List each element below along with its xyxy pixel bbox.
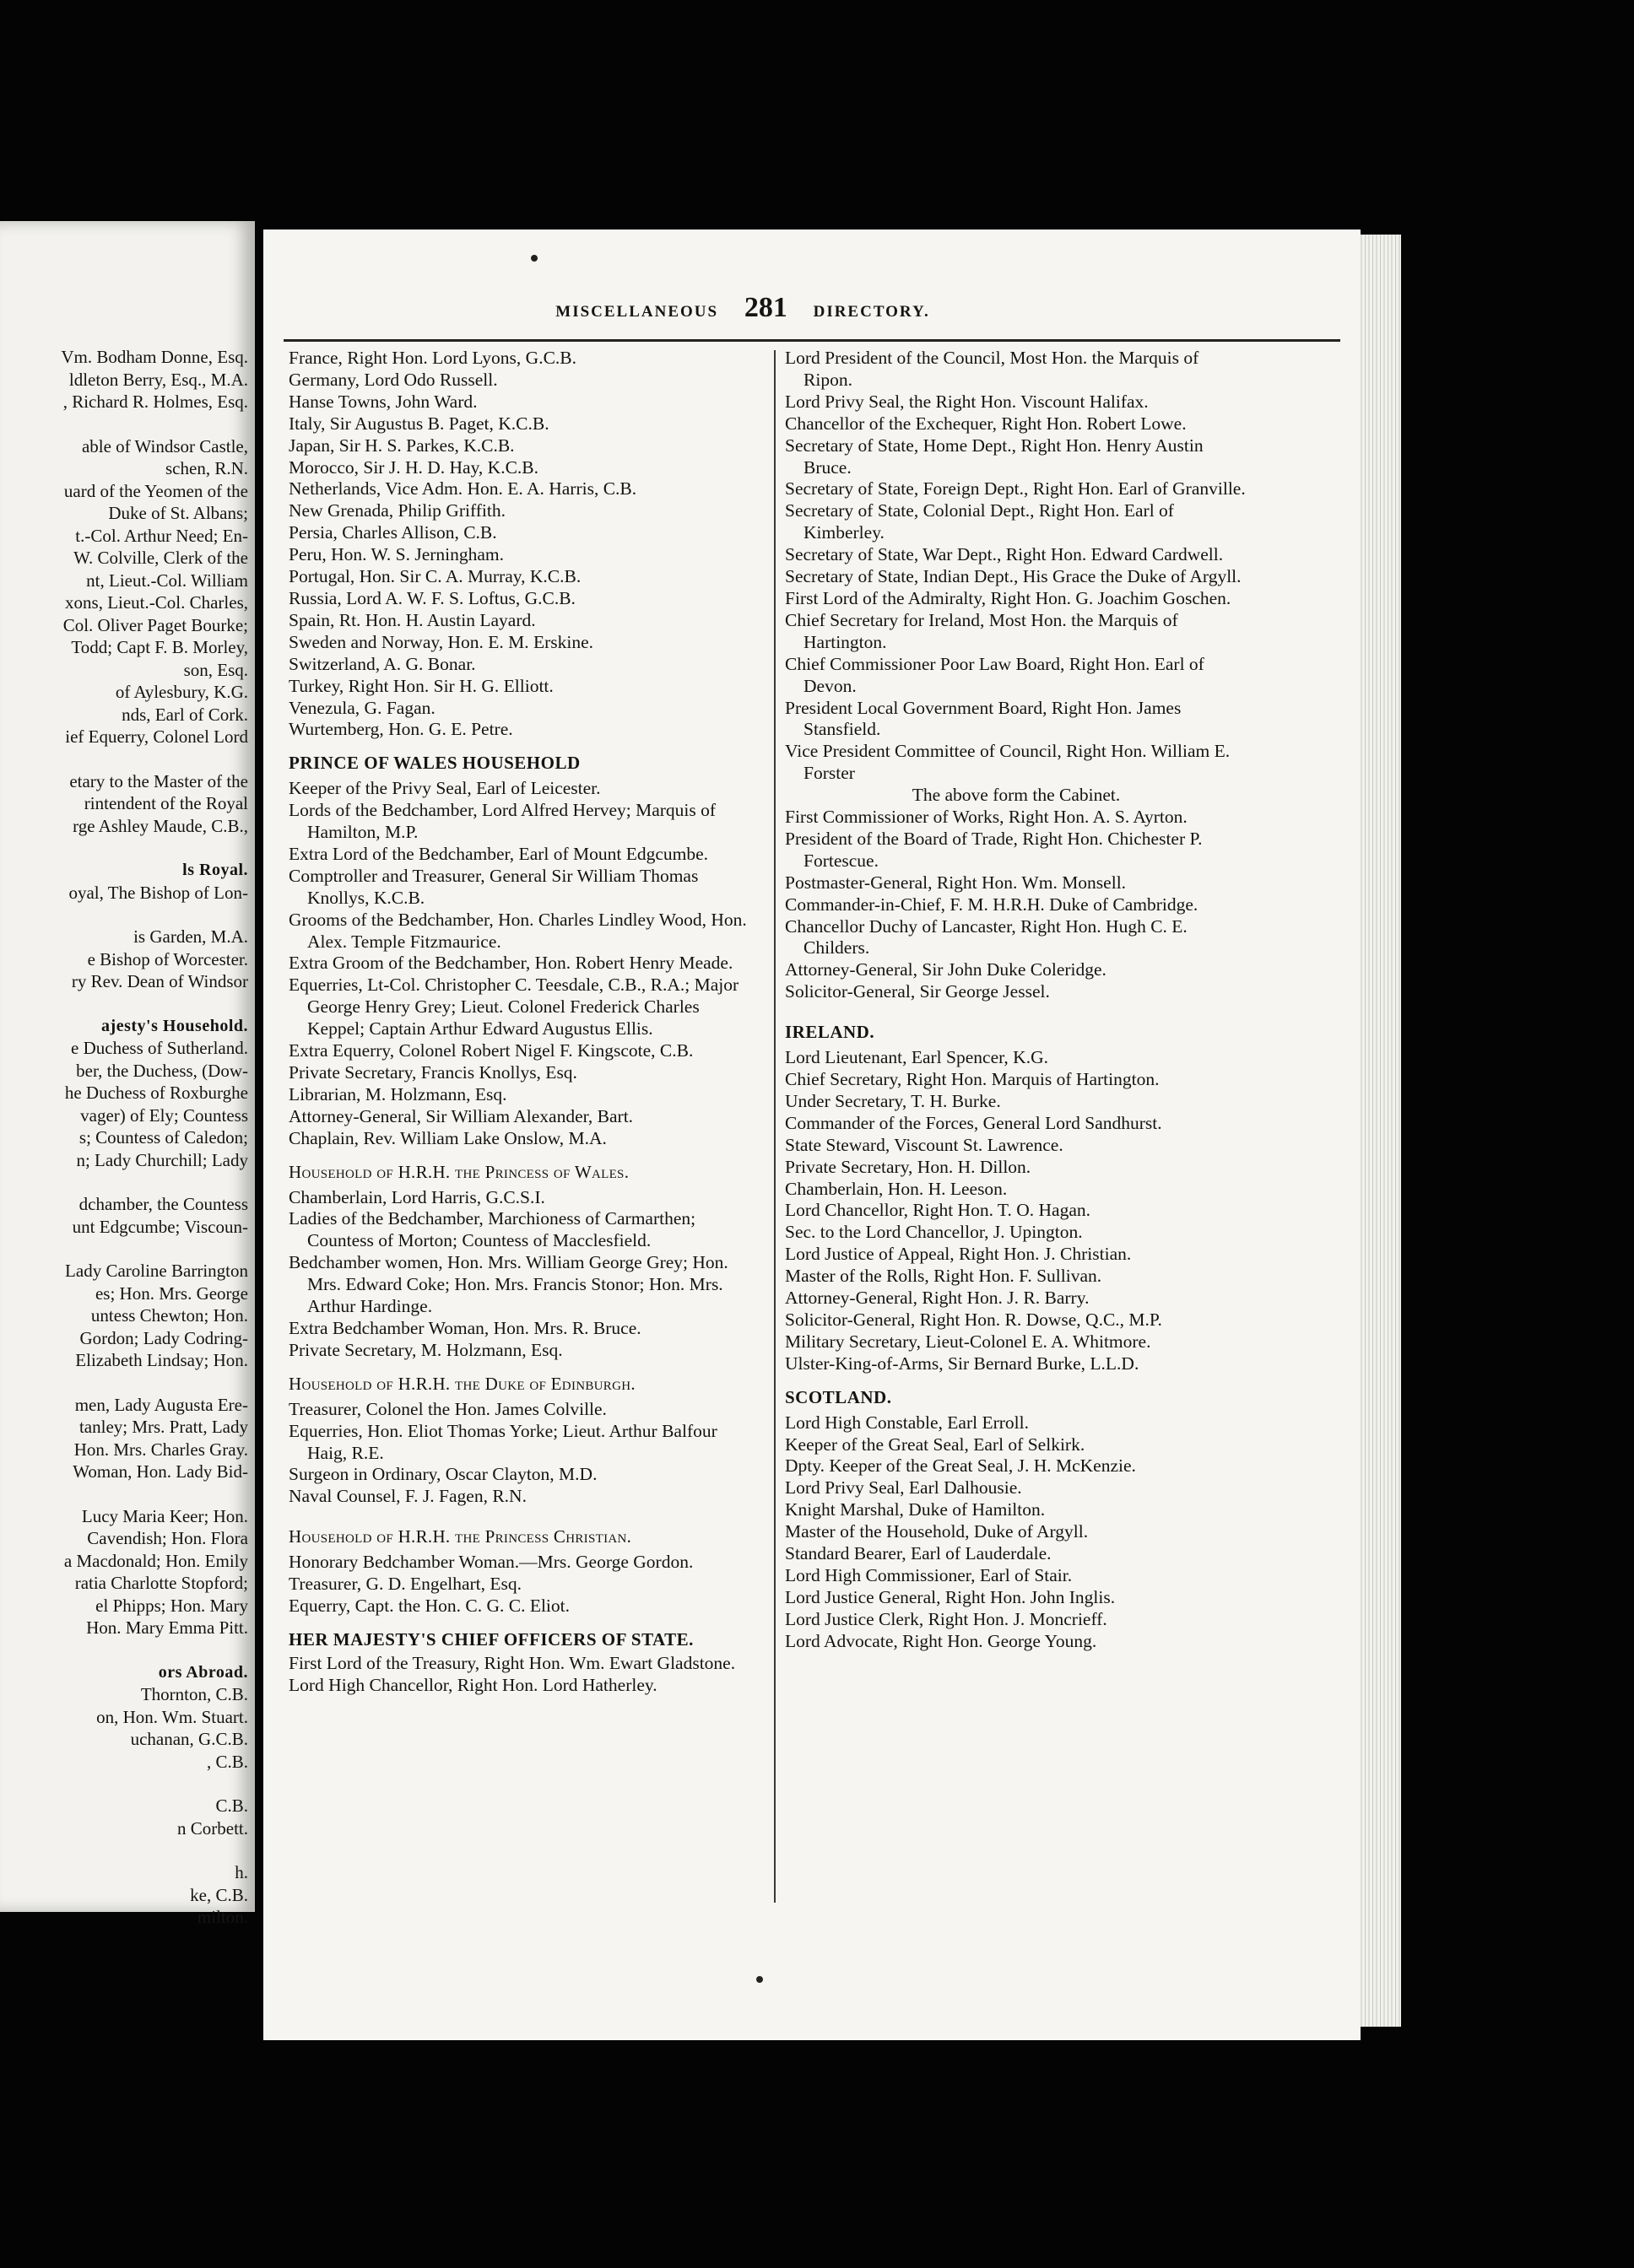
left-page-line: Cavendish; Hon. Flora [87,1528,248,1548]
directory-entry: Under Secretary, T. H. Burke. [785,1090,1001,1111]
directory-entry: Attorney-General, Right Hon. J. R. Barry. [785,1288,1090,1309]
directory-entry: Vice President Committee of Council, Right Hon. William E. Forster [785,741,1231,784]
directory-entry: Honorary Bedchamber Woman.—Mrs. George Gordon. [289,1552,694,1573]
directory-entry: Solicitor-General, Right Hon. R. Dowse, Q.C., M.P. [785,1309,1162,1330]
cabinet-note: The above form the Cabinet. [912,785,1121,806]
left-page-line: W. Colville, Clerk of the [73,548,248,568]
left-page-line: Todd; Capt F. B. Morley, [71,637,248,657]
directory-entry: Persia, Charles Allison, C.B. [289,522,497,543]
line-gap [3,1639,248,1661]
directory-entry: Secretary of State, Home Dept., Right Hon. Henry Austin Bruce. [785,435,1204,478]
left-page [0,221,255,1927]
left-page-line: Lady Caroline Barrington [65,1261,248,1281]
section-heading: HER MAJESTY'S CHIEF OFFICERS OF STATE. [289,1628,694,1650]
directory-entry: Switzerland, A. G. Bonar. [289,653,476,674]
directory-entry: Extra Groom of the Bedchamber, Hon. Robert Henry Meade. [289,953,733,974]
left-page-line: schen, R.N. [165,458,248,478]
directory-entry: Private Secretary, Francis Knollys, Esq. [289,1062,577,1083]
directory-entry: Postmaster-General, Right Hon. Wm. Monsell. [785,872,1127,893]
directory-entry: Secretary of State, Colonial Dept., Right Hon. Earl of Kimberley. [785,500,1174,543]
left-page-line: ke, C.B. [190,1884,248,1905]
left-page-line: el Phipps; Hon. Mary [95,1595,248,1616]
directory-entry: Comptroller and Treasurer, General Sir William Thomas Knollys, K.C.B. [289,865,699,908]
left-page-line: Lucy Maria Keer; Hon. [81,1505,248,1526]
line-gap [3,748,248,770]
directory-entry: Lord Justice Clerk, Right Hon. J. Moncrieff. [785,1608,1107,1629]
directory-entry: Chancellor of the Exchequer, Right Hon. Robert Lowe. [785,413,1187,434]
left-page-line: nds, Earl of Cork. [122,704,248,725]
directory-entry: Lord Justice General, Right Hon. John Inglis. [785,1586,1116,1607]
directory-entry: Ulster-King-of-Arms, Sir Bernard Burke, L.L.D. [785,1353,1139,1374]
duke-of-edinburgh-list [289,1399,751,1509]
directory-entry: Extra Lord of the Bedchamber, Earl of Mount Edgcumbe. [289,843,709,864]
header-rule [284,339,1340,342]
left-page-line: of Aylesbury, K.G. [115,682,248,702]
left-page-line: ors Abroad. [158,1662,248,1682]
directory-entry: Extra Equerry, Colonel Robert Nigel F. Kingscote, C.B. [289,1040,694,1061]
directory-entry: Solicitor-General, Sir George Jessel. [785,981,1050,1002]
directory-entry: Master of the Household, Duke of Argyll. [785,1521,1089,1542]
left-page-line: he Duchess of Roxburghe [64,1083,248,1103]
directory-entry: Russia, Lord A. W. F. S. Loftus, G.C.B. [289,587,576,608]
left-page-line: a Macdonald; Hon. Emily [63,1550,248,1571]
left-page-line: etary to the Master of the [69,770,248,791]
ireland-list [785,1047,1247,1375]
directory-entry: Surgeon in Ordinary, Oscar Clayton, M.D. [289,1464,598,1485]
directory-entry: Commander of the Forces, General Lord Sandhurst. [785,1112,1162,1133]
directory-entry: Commander-in-Chief, F. M. H.R.H. Duke of Cambridge. [785,894,1198,915]
left-page-line: untess Chewton; Hon. [90,1305,248,1326]
section-heading: PRINCE OF WALES HOUSEHOLD [289,753,581,774]
directory-entry: Chief Secretary, Right Hon. Marquis of Hartington. [785,1069,1160,1089]
left-page-line: n; Lady Churchill; Lady [76,1149,248,1170]
left-page-line: Elizabeth Lindsay; Hon. [75,1350,248,1370]
left-page-line: ry Rev. Dean of Windsor [71,971,248,991]
directory-entry: Secretary of State, Indian Dept., His Grace the Duke of Argyll. [785,566,1242,587]
directory-entry: Chancellor Duchy of Lancaster, Right Hon. Hugh C. E. Childers. [785,915,1188,958]
left-page-line: Gordon; Lady Codring- [79,1327,248,1348]
directory-entry: Librarian, M. Holzmann, Esq. [289,1083,507,1104]
line-gap [3,1372,248,1394]
directory-entry: Private Secretary, Hon. H. Dillon. [785,1156,1031,1177]
line-gap [3,1171,248,1193]
directory-entry: Lord High Chancellor, Right Hon. Lord Hatherley. [289,1674,657,1695]
directory-entry: Treasurer, G. D. Engelhart, Esq. [289,1574,522,1595]
directory-entry: Knight Marshal, Duke of Hamilton. [785,1499,1046,1520]
left-page-line: t.-Col. Arthur Need; En- [75,525,248,546]
directory-entry: Hanse Towns, John Ward. [289,391,478,412]
directory-entry: Lord Justice of Appeal, Right Hon. J. Christian. [785,1244,1132,1265]
directory-entry: Chamberlain, Lord Harris, G.C.S.I. [289,1186,545,1207]
line-gap [3,1238,248,1260]
directory-entry: Extra Bedchamber Woman, Hon. Mrs. R. Bruce. [289,1317,641,1338]
line-gap [3,993,248,1015]
princess-christian-list [289,1552,751,1617]
left-page-line: ldleton Berry, Esq., M.A. [68,369,248,390]
directory-entry: Treasurer, Colonel the Hon. James Colville. [289,1398,607,1419]
directory-entry: Lord High Constable, Earl Erroll. [785,1412,1029,1433]
section-heading: IRELAND. [785,1022,875,1043]
section-heading: SCOTLAND. [785,1386,892,1407]
page-edges [1361,235,1401,2027]
officers-of-state-list [289,1653,751,1697]
line-gap [3,1839,248,1861]
line-gap [3,904,248,926]
left-page-line: Vm. Bodham Donne, Esq. [61,347,248,367]
left-page-line: e Bishop of Worcester. [87,948,248,969]
directory-entry: Lord Chancellor, Right Hon. T. O. Hagan. [785,1200,1090,1221]
directory-entry: Venezula, G. Fagan. [289,697,436,718]
directory-entry: Attorney-General, Sir William Alexander, Bart. [289,1105,634,1126]
directory-entry: Naval Counsel, F. J. Fagen, R.N. [289,1486,527,1507]
left-page-line: , C.B. [206,1751,248,1772]
left-page-line: C.B. [215,1796,248,1816]
left-page-line: unt Edgcumbe; Viscoun- [72,1216,248,1237]
left-page-line: milton. [197,1907,248,1927]
running-head-left: MISCELLANEOUS [555,303,719,321]
directory-entry: Peru, Hon. W. S. Jerningham. [289,544,505,565]
princess-of-wales-list [289,1187,751,1362]
column-divider [774,350,776,1903]
directory-entry: State Steward, Viscount St. Lawrence. [785,1134,1063,1155]
directory-entry: Lord Lieutenant, Earl Spencer, K.G. [785,1047,1048,1068]
directory-entry: First Lord of the Admiralty, Right Hon. G. Joachim Goschen. [785,587,1231,608]
directory-entry: Spain, Rt. Hon. H. Austin Layard. [289,609,536,630]
directory-entry: Lord Privy Seal, the Right Hon. Viscount Halifax. [785,391,1149,412]
directory-entry: President Local Government Board, Right Hon. James Stansfield. [785,697,1182,740]
directory-entry: Wurtemberg, Hon. G. E. Petre. [289,719,513,740]
running-head [523,292,962,324]
directory-entry: Equerry, Capt. the Hon. C. G. C. Eliot. [289,1595,571,1616]
directory-entry: Sec. to the Lord Chancellor, J. Upington. [785,1222,1083,1243]
directory-entry: Keeper of the Great Seal, Earl of Selkirk. [785,1434,1085,1455]
ambassadors-list [289,348,751,741]
line-gap [3,413,248,435]
left-page-line: ber, the Duchess, (Dow- [76,1060,248,1081]
cabinet-list [785,348,1247,785]
left-page-line: uchanan, G.C.B. [130,1729,248,1749]
left-page-line: rintendent of the Royal [84,793,248,813]
directory-entry: Equerries, Hon. Eliot Thomas Yorke; Lieut. Arthur Balfour Haig, R.E. [289,1420,717,1463]
left-page-line: oyal, The Bishop of Lon- [68,882,248,903]
left-page-line: Col. Oliver Paget Bourke; [62,614,248,635]
prince-of-wales-list [289,778,751,1149]
column-right [785,348,1247,1653]
directory-entry: Standard Bearer, Earl of Lauderdale. [785,1543,1052,1564]
directory-entry: Portugal, Hon. Sir C. A. Murray, K.C.B. [289,566,582,587]
left-page-line: Thornton, C.B. [140,1684,248,1704]
directory-entry: Lord High Commissioner, Earl of Stair. [785,1564,1073,1585]
line-gap [3,1773,248,1795]
left-page-line: dchamber, the Countess [78,1194,248,1214]
left-page-line: s; Countess of Caledon; [78,1127,248,1148]
directory-entry: Lord President of the Council, Most Hon. the Marquis of Ripon. [785,348,1199,390]
left-page-line: xons, Lieut.-Col. Charles, [65,592,248,613]
directory-entry: Master of the Rolls, Right Hon. F. Sullivan. [785,1266,1102,1287]
directory-entry: Chamberlain, Hon. H. Leeson. [785,1178,1008,1199]
left-page-line: Duke of St. Albans; [108,503,248,523]
spine-dot [756,1976,763,1983]
directory-entry: France, Right Hon. Lord Lyons, G.C.B. [289,348,576,368]
page-number: 281 [744,292,787,323]
directory-entry: Germany, Lord Odo Russell. [289,369,498,390]
directory-entry: Equerries, Lt-Col. Christopher C. Teesdale, C.B., R.A.; Major George Henry Grey; Lieut. Colonel Frederick Charles Keppel; Captain Arthur Edward Augustus Ellis. [289,975,739,1040]
column-left [289,348,751,1697]
directory-entry: Japan, Sir H. S. Parkes, K.C.B. [289,435,515,456]
left-page-line: able of Windsor Castle, [81,435,248,456]
section-heading: Household of H.R.H. the Duke of Edinburgh. [289,1373,636,1394]
left-page-line: is Garden, M.A. [133,926,248,947]
directory-entry: Sweden and Norway, Hon. E. M. Erskine. [289,631,594,652]
left-page-line: ief Equerry, Colonel Lord [65,726,248,747]
left-page-line: ratia Charlotte Stopford; [74,1573,248,1593]
directory-entry: Secretary of State, Foreign Dept., Right Hon. Earl of Granville. [785,478,1246,500]
officers-more-list [785,807,1247,1003]
left-page-line: e Duchess of Sutherland. [71,1038,248,1058]
directory-entry: Netherlands, Vice Adm. Hon. E. A. Harris, C.B. [289,478,637,500]
directory-entry: Bedchamber women, Hon. Mrs. William George Grey; Hon. Mrs. Edward Coke; Hon. Mrs. Francis Stonor; Hon. Mrs. Arthur Hardinge. [289,1252,728,1317]
directory-entry: Attorney-General, Sir John Duke Coleridge. [785,959,1106,980]
directory-entry: Dpty. Keeper of the Great Seal, J. H. McKenzie. [785,1455,1136,1477]
running-head-right: DIRECTORY. [813,303,930,321]
directory-entry: New Grenada, Philip Griffith. [289,500,506,521]
left-page-line: tanley; Mrs. Pratt, Lady [78,1417,248,1437]
line-gap [3,837,248,859]
line-gap [3,1483,248,1505]
directory-entry: Chief Secretary for Ireland, Most Hon. the Marquis of Hartington. [785,609,1178,652]
left-page-line: ajesty's Household. [101,1016,248,1035]
directory-entry: Military Secretary, Lieut-Colonel E. A. Whitmore. [785,1331,1151,1352]
left-page-line: n Corbett. [177,1817,248,1839]
directory-entry: Lord Advocate, Right Hon. George Young. [785,1630,1097,1651]
scotland-list [785,1412,1247,1653]
directory-entry: Keeper of the Privy Seal, Earl of Leicester. [289,778,601,799]
directory-entry: Private Secretary, M. Holzmann, Esq. [289,1339,563,1360]
directory-entry: Lord Privy Seal, Earl Dalhousie. [785,1477,1022,1498]
directory-entry: Italy, Sir Augustus B. Paget, K.C.B. [289,413,549,434]
left-page-line: es; Hon. Mrs. George [95,1282,248,1304]
left-page-line: son, Esq. [183,659,248,680]
left-page-line: vager) of Ely; Countess [80,1104,248,1126]
section-heading: Household of H.R.H. the Princess of Wales. [289,1161,630,1182]
section-heading: Household of H.R.H. the Princess Christian. [289,1526,632,1547]
spine-dot [531,255,538,262]
left-page-line: , Richard R. Holmes, Esq. [62,392,248,412]
left-page-line: men, Lady Augusta Ere- [74,1394,248,1415]
directory-entry: Grooms of the Bedchamber, Hon. Charles Lindley Wood, Hon. Alex. Temple Fitzmaurice. [289,909,747,952]
left-page-line: Hon. Mary Emma Pitt. [86,1617,248,1638]
left-page-line: uard of the Yeomen of the [63,480,248,501]
directory-entry: Chaplain, Rev. William Lake Onslow, M.A. [289,1127,607,1148]
directory-entry: Turkey, Right Hon. Sir H. G. Elliott. [289,675,554,696]
left-page-line: rge Ashley Maude, C.B., [73,815,248,836]
directory-entry: First Commissioner of Works, Right Hon. A. S. Ayrton. [785,807,1188,828]
directory-entry: First Lord of the Treasury, Right Hon. Wm. Ewart Gladstone. [289,1652,736,1673]
left-page-line: Woman, Hon. Lady Bid- [73,1461,248,1482]
directory-entry: Chief Commissioner Poor Law Board, Right Hon. Earl of Devon. [785,653,1204,696]
directory-entry: President of the Board of Trade, Right Hon. Chichester P. Fortescue. [785,828,1203,871]
left-page-line: nt, Lieut.-Col. William [86,570,248,591]
left-page-line: Hon. Mrs. Charles Gray. [73,1439,248,1460]
left-page-column [3,346,248,1929]
directory-entry: Morocco, Sir J. H. D. Hay, K.C.B. [289,456,539,478]
directory-entry: Secretary of State, War Dept., Right Hon. Edward Cardwell. [785,544,1224,565]
directory-entry: Ladies of the Bedchamber, Marchioness of Carmarthen; Countess of Morton; Countess of Macclesfield. [289,1208,696,1251]
left-page-line: ls Royal. [182,861,248,879]
left-page-line: on, Hon. Wm. Stuart. [96,1706,248,1727]
directory-entry: Lords of the Bedchamber, Lord Alfred Hervey; Marquis of Hamilton, M.P. [289,800,717,843]
left-page-line: h. [235,1862,248,1882]
